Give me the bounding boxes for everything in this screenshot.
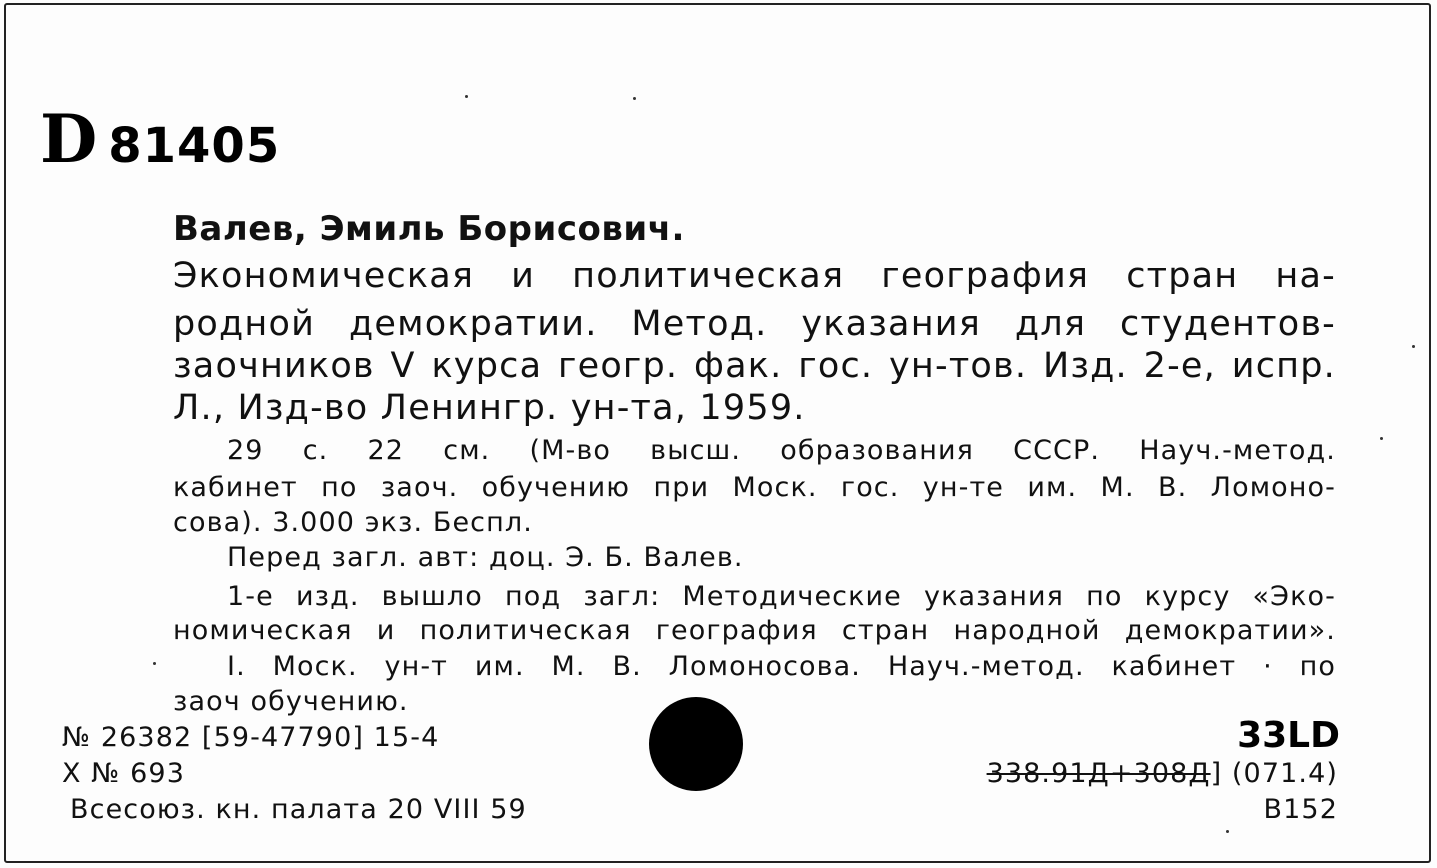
x-number: X № 693 xyxy=(62,758,185,789)
call-number-digits: 81405 xyxy=(108,118,281,174)
collation-line: сова). 3.000 экз. Беспл. xyxy=(173,507,533,538)
collation-line: 29 с. 22 см. (М-во высш. образования СССР. Науч.-метод. xyxy=(227,435,1336,466)
speck xyxy=(1380,437,1383,440)
title-line: Экономическая и политическая география стран на- xyxy=(173,256,1336,296)
added-entry-line: заоч обучению. xyxy=(173,686,409,717)
punch-hole xyxy=(649,697,743,791)
edition-note-line: номическая и политическая география стран народной демократии». xyxy=(173,615,1336,646)
author-note: Перед загл. авт: доц. Э. Б. Валев. xyxy=(227,542,744,573)
added-entry-line: I. Моск. ун-т им. М. В. Ломоносова. Науч.-метод. кабинет · по xyxy=(227,651,1336,682)
speck xyxy=(465,95,468,98)
classification-line xyxy=(987,760,1338,787)
title-line: Л., Изд-во Ленингр. ун-та, 1959. xyxy=(173,388,806,428)
speck xyxy=(1226,830,1229,833)
handwritten-class-code: 33LD xyxy=(1237,715,1340,756)
speck xyxy=(1412,345,1415,348)
struck-classification: 338.91Д+308Д xyxy=(986,758,1211,789)
handwritten-call-number xyxy=(40,100,280,178)
speck xyxy=(633,97,636,100)
bbk-code: B152 xyxy=(1263,794,1338,825)
call-prefix: D xyxy=(40,100,99,178)
collation-line: кабинет по заоч. обучению при Моск. гос. ун-те им. М. В. Ломоно- xyxy=(173,472,1336,503)
udc-classification: ] (071.4) xyxy=(1210,758,1338,789)
edition-note-line: 1-е изд. вышло под загл: Методические указания по курсу «Эко- xyxy=(227,581,1336,612)
title-line: родной демократии. Метод. указания для студентов- xyxy=(173,304,1336,344)
author-heading: Валев, Эмиль Борисович. xyxy=(173,209,685,249)
speck xyxy=(153,662,156,665)
record-number: № 26382 [59-47790] 15-4 xyxy=(62,722,440,753)
book-chamber-line: Всесоюз. кн. палата 20 VIII 59 xyxy=(70,794,527,825)
title-line: заочников V курса геогр. фак. гос. ун-тов. Изд. 2-е, испр. xyxy=(173,346,1336,386)
